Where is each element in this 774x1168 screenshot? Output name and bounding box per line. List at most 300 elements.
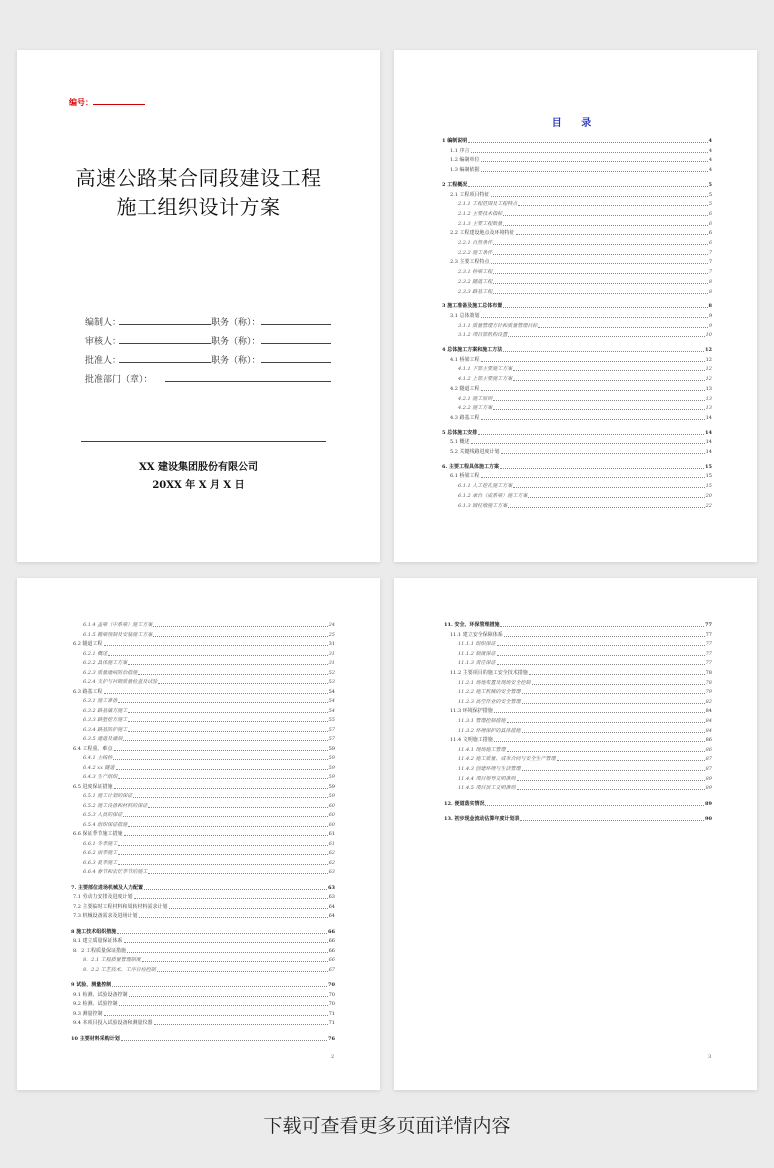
toc-entry-page: 10 <box>705 332 712 339</box>
toc-entry-page: 13 <box>705 405 712 412</box>
toc-leader-dots <box>123 816 327 817</box>
toc-entry-page: 59 <box>328 783 335 790</box>
toc-entry-page: 31 <box>328 650 335 657</box>
toc-entry-title: 4.1.1 下部主要施工方案 <box>458 366 513 373</box>
toc-entry-title: 11.2.1 场地布置及现场安全控制 <box>458 679 531 686</box>
toc-entry-page: 77 <box>705 622 712 628</box>
toc-entry-page: 87 <box>705 756 712 763</box>
toc-entry-page: 78 <box>705 670 712 676</box>
toc-leader-dots <box>118 702 327 703</box>
toc-leader-dots <box>522 732 705 733</box>
toc-entry-title: 12. 便道落实情况 <box>444 800 485 807</box>
toc-entry-title: 4.1 桥梁工程 <box>450 356 480 363</box>
toc-entry <box>442 301 712 309</box>
toc-leader-dots <box>493 409 704 410</box>
toc-entry-title: 2.1.2 主要技术指标 <box>458 210 503 217</box>
toc-entry-title: 6.5.3 人员的保证 <box>83 812 123 818</box>
toc-entry-title: 13. 初步现金流动估算年度计划表 <box>444 816 520 823</box>
toc-leader-dots <box>522 693 705 694</box>
toc-entry-page: 78 <box>705 679 712 686</box>
toc-entry-title: 1 编制说明 <box>442 138 468 144</box>
toc-entry-page: 14 <box>705 449 712 455</box>
toc-entry <box>458 199 712 207</box>
toc-entry-page: 66 <box>328 947 335 954</box>
toc-entry-title: 4.2 隧道工程 <box>450 385 480 392</box>
toc-entry <box>83 858 335 866</box>
toc-leader-dots <box>138 674 327 675</box>
toc-entry-title: 11.4.4 项目领导文明准则 <box>458 775 516 782</box>
toc-entry-title: 2 工程概况 <box>442 181 468 188</box>
toc-leader-dots <box>507 751 705 752</box>
toc-entry-page: 59 <box>328 745 335 752</box>
toc-entry-title: 2.2 工程建设地点及环境特征 <box>450 230 515 237</box>
toc-leader-dots <box>118 854 327 855</box>
toc-entry <box>73 639 335 647</box>
toc-entry-page: 12 <box>705 376 712 383</box>
toc-leader-dots <box>104 693 328 694</box>
toc-entry-title: 6.2 隧道工程 <box>73 641 103 647</box>
toc-entry <box>450 155 712 163</box>
toc-entry <box>450 447 712 455</box>
toc-entry-title: 11.1.3 责任保证 <box>458 660 496 667</box>
toc-leader-dots <box>113 759 327 760</box>
toc-entry <box>83 772 335 780</box>
toc-leader-dots <box>468 186 707 187</box>
toc-entry <box>73 892 335 900</box>
sign-blank <box>261 315 331 325</box>
toc-entry-page: 77 <box>705 650 712 657</box>
toc-entry-title: 9.4 本项目投入试验设备和测量仪器 <box>73 1020 153 1026</box>
toc-entry <box>71 927 335 935</box>
toc-leader-dots <box>485 805 704 806</box>
toc-entry <box>458 481 712 489</box>
toc-leader-dots <box>112 986 327 987</box>
toc-entry-page: 77 <box>705 660 712 667</box>
toc-entry-page: 53 <box>328 679 335 685</box>
toc-entry-page: 6 <box>708 230 712 237</box>
toc-entry-page: 77 <box>705 631 712 638</box>
toc-entry <box>83 867 335 875</box>
toc-entry <box>458 287 712 295</box>
toc-entry-title: 7.2 主要临时工程材料和周转材料需求计划 <box>73 903 168 910</box>
toc-entry <box>458 364 712 372</box>
toc-entry-page: 4 <box>708 157 712 164</box>
toc-entry-page: 84 <box>705 727 712 734</box>
toc-entry-page: 54 <box>328 707 335 714</box>
toc-leader-dots <box>538 327 707 328</box>
toc-entry-title: 11.1 建立安全保障体系 <box>450 631 503 638</box>
toc-leader-dots <box>493 244 708 245</box>
toc-leader-dots <box>127 952 328 953</box>
document-code-label: 编号： <box>69 97 93 107</box>
toc-leader-dots <box>129 996 328 997</box>
toc-entry-title: 9.2 检测、试验控制 <box>73 1001 118 1007</box>
toc-entry-page: 66 <box>328 928 335 935</box>
toc-entry-page: 86 <box>705 737 712 744</box>
toc-leader-dots <box>507 722 705 723</box>
toc-page-3 <box>394 578 757 1090</box>
toc-entry <box>73 999 335 1007</box>
toc-entry-title: 2.2.2 施工条件 <box>458 249 493 256</box>
toc-entry-title: 6.3.5 通道及涵洞 <box>83 736 123 742</box>
toc-entry-title: 6.5.4 组织保证措施 <box>83 821 128 828</box>
toc-leader-dots <box>500 626 704 627</box>
toc-entry <box>83 763 335 771</box>
toc-leader-dots <box>158 683 327 684</box>
sign-blank <box>119 334 211 344</box>
toc-entry-page: 84 <box>705 708 712 715</box>
toc-entry-page: 7 <box>708 249 712 256</box>
toc-entry-page: 62 <box>328 850 335 856</box>
toc-leader-dots <box>503 307 707 308</box>
toc-entry-title: 4.2.1 施工原则 <box>458 395 493 402</box>
sign-row-title-label: 职务（称）： <box>211 337 261 347</box>
toc-entry-page: 87 <box>705 766 712 772</box>
toc-leader-dots <box>491 196 708 197</box>
toc-entry <box>83 734 335 742</box>
toc-entry-page: 31 <box>328 660 335 666</box>
download-caption: 下载可查看更多页面详情内容 <box>263 1115 511 1137</box>
toc-leader-dots <box>104 645 328 646</box>
toc-entry <box>83 677 335 685</box>
toc-entry <box>73 687 335 695</box>
toc-entry-title: 5.1 概述 <box>450 439 470 446</box>
toc-leader-dots <box>516 234 708 235</box>
sign-row-title-label: 职务（称）： <box>211 318 261 328</box>
toc-entry-page: 4 <box>708 138 712 144</box>
toc-leader-dots <box>148 873 327 874</box>
toc-entry-title: 10 主要材料采购计划 <box>71 1035 120 1042</box>
toc-entry <box>442 345 712 353</box>
toc-entry <box>442 136 712 144</box>
toc-leader-dots <box>117 933 327 934</box>
toc-entry-title: 4 总体施工方案和施工方法 <box>442 347 503 353</box>
toc-entry <box>73 911 335 919</box>
toc-entry-page: 63 <box>328 869 335 875</box>
toc-entry <box>458 248 712 256</box>
toc-entry-page: 89 <box>705 775 712 782</box>
toc-entry-page: 8 <box>708 278 712 285</box>
toc-entry-page: 14 <box>705 439 712 446</box>
toc-entry <box>450 630 712 638</box>
toc-leader-dots <box>128 664 327 665</box>
toc-entry <box>458 783 712 791</box>
toc-entry-title: 6.2.4 支护与衬砌质量检查及试验 <box>83 679 158 685</box>
toc-entry <box>458 330 712 338</box>
toc-entry-page: 62 <box>328 859 335 866</box>
toc-leader-dots <box>481 419 705 420</box>
toc-entry-page: 25 <box>328 631 335 638</box>
toc-leader-dots <box>517 789 705 790</box>
toc-entry-title: 6. 主要工程具体施工方案 <box>442 463 499 470</box>
toc-entry <box>83 630 335 638</box>
toc-entry-title: 6.6.2 雨季施工 <box>83 850 118 856</box>
toc-entry-title: 11.3 环境保护措施 <box>450 708 493 715</box>
toc-leader-dots <box>481 161 708 162</box>
toc-entry-title: 6.1.1 人工挖孔施工方案 <box>458 483 513 490</box>
toc-entry-title: 6.2.1 概述 <box>83 650 108 657</box>
sign-blank <box>261 334 331 344</box>
toc-entry-page: 6 <box>708 240 712 246</box>
toc-leader-dots <box>128 721 327 722</box>
toc-entry <box>83 848 335 856</box>
toc-entry-title: 6.5 进度保证措施 <box>73 783 113 790</box>
toc-entry-title: 6.1.4 盖梁（中系梁）施工方案 <box>83 622 153 628</box>
toc-entry-page: 9 <box>708 322 712 329</box>
toc-leader-dots <box>119 1005 328 1006</box>
toc-entry-title: 6.3.2 路基填方施工 <box>83 707 128 714</box>
toc-leader-dots <box>481 361 705 362</box>
toc-entry-title: 4.1.2 上部主要施工方案 <box>458 376 513 383</box>
toc-entry-title: 11.2.3 高空作业的安全管理 <box>458 698 521 705</box>
toc-leader-dots <box>142 961 328 962</box>
toc-entry <box>450 190 712 198</box>
toc-entry-page: 4 <box>708 167 712 174</box>
sign-blank <box>165 372 331 382</box>
toc-leader-dots <box>121 1040 327 1041</box>
toc-entry-page: 5 <box>708 181 712 188</box>
toc-entry-page: 5 <box>708 191 712 198</box>
toc-entry-page: 12 <box>705 347 712 353</box>
toc-entry-title: 2.3.2 隧道工程 <box>458 278 493 285</box>
sign-row-author <box>85 315 335 329</box>
toc-entry <box>450 437 712 445</box>
toc-entry-title: 1.2 编制单位 <box>450 157 480 164</box>
toc-entry-page: 9 <box>708 312 712 319</box>
document-code-blank <box>93 97 145 105</box>
toc-entry-page: 31 <box>328 641 335 647</box>
toc-leader-dots <box>497 655 705 656</box>
sign-blank <box>261 353 331 363</box>
toc-entry-page: 66 <box>328 957 335 963</box>
toc-entry-page: 71 <box>328 1020 335 1026</box>
toc-leader-dots <box>169 908 328 909</box>
toc-entry-title: 6.5.1 施工计划的保证 <box>83 793 133 799</box>
toc-entry-page: 64 <box>328 903 335 910</box>
toc-entry <box>458 403 712 411</box>
toc-entry <box>73 1009 335 1017</box>
toc-entry <box>83 620 335 628</box>
toc-entry-title: 6.1.2 承台（或系梁）施工方案 <box>458 492 528 499</box>
toc-entry-title: 3 施工准备及施工总体布置 <box>442 303 503 310</box>
toc-entry-title: 6.6.1 冬季施工 <box>83 840 118 847</box>
toc-entry-title: 6.2.3 质量通病防治措施 <box>83 669 138 676</box>
toc-entry <box>83 753 335 761</box>
sign-row-label: 批准人： <box>85 356 122 366</box>
toc-entry <box>83 706 335 714</box>
toc-entry-title: 2.3.3 路基工程 <box>458 288 493 295</box>
toc-entry <box>458 745 712 753</box>
toc-entry-title: 6.1 桥梁工程 <box>450 473 480 480</box>
toc-entry-page: 66 <box>328 938 335 944</box>
toc-leader-dots <box>518 205 707 206</box>
toc-leader-dots <box>497 645 705 646</box>
toc-entry-page: 13 <box>705 395 712 402</box>
toc-entry-page: 7 <box>708 269 712 276</box>
toc-leader-dots <box>128 826 327 827</box>
toc-entry-title: 11.4.3 创建环境与生活管理 <box>458 766 521 772</box>
toc-entry <box>71 980 335 988</box>
toc-entry-title: 9.1 检测、试验设备控制 <box>73 991 128 998</box>
toc-entry <box>83 725 335 733</box>
toc-entry-title: 1.3 编制依据 <box>450 167 480 174</box>
toc-leader-dots <box>557 760 705 761</box>
toc-entry-page: 63 <box>328 894 335 900</box>
toc-entry-page: 54 <box>328 698 335 704</box>
company-name: XX 建设集团股份有限公司 <box>139 462 258 473</box>
toc-entry-title: 6.3.1 施工准备 <box>83 698 118 704</box>
toc-entry-page: 54 <box>328 688 335 695</box>
red-divider <box>81 441 326 442</box>
toc-entry-page: 60 <box>328 812 335 818</box>
toc-entry-title: 6.4.3 生产组织 <box>83 774 118 780</box>
toc-entry-page: 70 <box>328 1001 335 1007</box>
toc-entry <box>458 501 712 509</box>
toc-entry-title: 2.3.1 桥梁工程 <box>458 269 493 276</box>
toc-entry <box>458 649 712 657</box>
cover-title-line2: 施工组织设计方案 <box>116 195 281 219</box>
toc-entry-title: 3.1.1 质量管理方针和质量管理目标 <box>458 322 538 329</box>
cover-title-line1: 高速公路某合同段建设工程 <box>75 166 322 190</box>
toc-entry-page: 52 <box>328 669 335 676</box>
toc-leader-dots <box>493 273 708 274</box>
toc-entry <box>458 394 712 402</box>
sign-row-department <box>85 372 335 386</box>
toc-leader-dots <box>139 917 328 918</box>
toc-leader-dots <box>481 317 708 318</box>
toc-entry-title: 2.1.1 工程范围及工程特点 <box>458 201 518 208</box>
toc-page-2 <box>17 578 380 1090</box>
toc-entry-title: 6.3.3 路堑挖方施工 <box>83 717 128 723</box>
toc-entry-page: 59 <box>328 764 335 771</box>
toc-leader-dots <box>513 487 704 488</box>
toc-entry <box>73 946 335 954</box>
toc-entry-title: 11.1.1 组织保证 <box>458 641 496 648</box>
toc-leader-dots <box>494 741 705 742</box>
toc-entry-title: 6.6.4 春节和农忙季节的施工 <box>83 869 148 875</box>
toc-entry-page: 89 <box>705 785 712 792</box>
toc-entry <box>458 639 712 647</box>
toc-entry <box>458 678 712 686</box>
toc-leader-dots <box>494 712 705 713</box>
toc-leader-dots <box>501 453 705 454</box>
toc-entry <box>450 165 712 173</box>
toc-leader-dots <box>481 171 708 172</box>
toc-entry-page: 12 <box>705 356 712 363</box>
toc-title: 目 录 <box>551 118 600 129</box>
toc-entry-page: 13 <box>705 385 712 392</box>
sign-row-approver <box>85 353 335 367</box>
toc-entry <box>458 321 712 329</box>
toc-entry-title: 6.4.1 主线桥 <box>83 755 113 761</box>
toc-entry-title: 8.1 建立质量保证体系 <box>73 938 123 944</box>
toc-entry <box>450 735 712 743</box>
toc-entry-page: 15 <box>705 483 712 490</box>
toc-entry <box>450 355 712 363</box>
toc-entry <box>83 839 335 847</box>
toc-leader-dots <box>133 797 327 798</box>
toc-entry <box>73 936 335 944</box>
toc-entry <box>83 801 335 809</box>
toc-entry <box>458 238 712 246</box>
toc-entry <box>444 814 712 822</box>
toc-entry <box>450 257 712 265</box>
toc-leader-dots <box>144 889 327 890</box>
toc-leader-dots <box>471 443 705 444</box>
toc-entry <box>73 744 335 752</box>
toc-leader-dots <box>503 225 708 226</box>
toc-entry <box>450 668 712 676</box>
toc-entry-page: 59 <box>328 774 335 780</box>
toc-entry <box>450 706 712 714</box>
toc-entry-title: 11.4.1 现场施工管理 <box>458 746 506 753</box>
toc-entry-page: 64 <box>328 913 335 919</box>
toc-entry <box>83 668 335 676</box>
toc-page-1 <box>394 50 757 562</box>
toc-entry-title: 2.1.3 主要工程数量 <box>458 220 503 227</box>
toc-entry-title: 8 施工技术组织措施 <box>71 928 117 935</box>
sign-row-label: 审核人： <box>85 337 122 347</box>
toc-entry-page: 61 <box>328 840 335 847</box>
toc-entry-page: 14 <box>705 429 712 436</box>
toc-entry-title: 6.6 保证季节施工措施 <box>73 831 123 837</box>
toc-entry-title: 2.3 主要工程特点 <box>450 259 490 266</box>
toc-leader-dots <box>503 215 708 216</box>
toc-entry <box>83 955 335 963</box>
toc-entry-page: 8 <box>708 288 712 295</box>
toc-entry <box>458 754 712 762</box>
toc-entry-page: 70 <box>328 982 335 988</box>
toc-entry <box>458 726 712 734</box>
toc-entry <box>458 764 712 772</box>
toc-leader-dots <box>157 971 328 972</box>
toc-entry-title: 1.1 序言 <box>450 147 470 154</box>
toc-entry-page: 71 <box>328 1010 335 1017</box>
toc-entry <box>458 774 712 782</box>
toc-entry <box>83 715 335 723</box>
toc-entry <box>458 374 712 382</box>
toc-leader-dots <box>118 845 327 846</box>
toc-entry-page: 57 <box>328 736 335 742</box>
toc-leader-dots <box>123 740 327 741</box>
toc-entry-title: 6.1.3 圆柱墩施工方案 <box>458 502 508 509</box>
toc-entry <box>73 1018 335 1026</box>
sign-blank <box>119 353 211 363</box>
toc-entry-page: 76 <box>328 1035 335 1042</box>
toc-leader-dots <box>478 434 704 435</box>
toc-entry-title: 4.2.2 施工方案 <box>458 405 493 412</box>
cover-page <box>17 50 380 562</box>
toc-entry-title: 6.4 工程重、难点 <box>73 745 113 752</box>
toc-entry-title: 3.1 总体策划 <box>450 312 480 319</box>
toc-entry-page: 60 <box>328 802 335 809</box>
toc-leader-dots <box>118 778 327 779</box>
toc-entry <box>83 965 335 973</box>
toc-entry-page: 59 <box>328 793 335 799</box>
toc-leader-dots <box>108 655 327 656</box>
toc-entry-page: 77 <box>705 641 712 648</box>
toc-entry-title: 7.1 劳动力安排及进度计划 <box>73 894 133 900</box>
toc-leader-dots <box>508 336 704 337</box>
toc-leader-dots <box>481 477 705 478</box>
toc-entry-page: 22 <box>705 502 712 509</box>
toc-entry <box>450 384 712 392</box>
toc-leader-dots <box>513 380 704 381</box>
toc-entry-page: 15 <box>705 473 712 480</box>
toc-entry-title: 11.2 主要项目的施工安全技术措施 <box>450 670 528 676</box>
toc-entry-title: 8．2.2 工艺技术、工序自检控制 <box>83 966 156 973</box>
toc-entry <box>444 620 712 628</box>
